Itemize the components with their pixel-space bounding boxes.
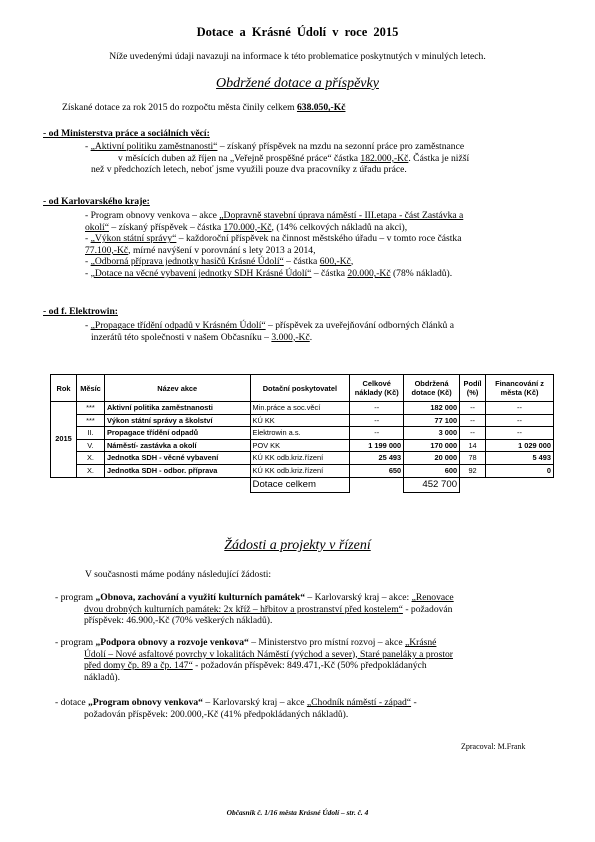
- col-header: Podíl (%): [460, 375, 486, 402]
- col-header: Celkové náklady (Kč): [350, 375, 404, 402]
- kraj-item-2: - „Výkon státní správy“ – každoroční příspěvek na činnost městského úřadu – v tomto roce částka 77.100,-Kč, mírné navýšení v porovnání s lety 2013 a 2014,: [85, 233, 462, 256]
- kraj-item-3: - „Odborná příprava jednotky hasičů Krásné Údolí“ – částka 600,-Kč,: [85, 256, 354, 268]
- section-heading-received: Obdržené dotace a příspěvky: [216, 76, 379, 91]
- col-header: Rok: [51, 375, 77, 402]
- total-label: Dotace celkem: [250, 477, 350, 492]
- col-header: Dotační poskytovatel: [250, 375, 350, 402]
- requests-intro: V současnosti máme podány následující žádosti:: [85, 569, 272, 580]
- page-footer: Občasník č. 1/16 města Krásné Údolí – str. č. 4: [226, 808, 369, 817]
- section-heading-requests: Žádosti a projekty v řízení: [224, 538, 371, 553]
- summary-amount: 638.050,-Kč: [296, 102, 346, 113]
- heading-ministry: - od Ministerstva práce a sociálních věcí:: [43, 128, 210, 139]
- signature-line: Zpracoval: M.Frank: [461, 742, 526, 751]
- table-total-row: [51, 477, 554, 492]
- request-item-3: - dotace „Program obnovy venkova“ – Karlovarský kraj – akce „Chodník náměstí - západ“ - požadován příspěvek: 200.000,-Kč (41% předpokládaných nákladů).: [55, 697, 417, 720]
- grants-table: [50, 374, 554, 493]
- total-value: 452 700: [404, 477, 460, 492]
- table-row: *** Výkon státní správy a školství KÚ KK -- 77 100 -- --: [51, 414, 554, 427]
- table-row: II. Propagace třídění odpadů Elektrowin a.s. -- 3 000 -- --: [51, 427, 554, 440]
- table-row: X. Jednotka SDH - věcné vybavení KÚ KK odb.kriz.řízení 25 493 20 000 78 5 493: [51, 452, 554, 465]
- elektrowin-item: - „Propagace třídění odpadů v Krásném Údolí“ – příspěvek za uveřejňování odborných článků a inzerátů této společnosti v našem Občasníku – 3.000,-Kč.: [85, 320, 454, 343]
- col-header: Financování z města (Kč): [486, 375, 554, 402]
- summary-text: Získané dotace za rok 2015 do rozpočtu města činily celkem 638.050,-Kč: [62, 102, 346, 113]
- year-cell: 2015: [51, 402, 77, 478]
- intro-text: Níže uvedenými údaji navazuji na informace k této problematice poskytnutých v minulých letech.: [109, 51, 486, 62]
- kraj-item-4: - „Dotace na věcné vybavení jednotky SDH Krásné Údolí“ – částka 20.000,-Kč (78% nákladů).: [85, 267, 453, 279]
- col-header: Název akce: [104, 375, 250, 402]
- heading-kraj: - od Karlovarského kraje:: [43, 196, 150, 207]
- page-title: Dotace a Krásné Údolí v roce 2015: [196, 25, 399, 39]
- col-header: Měsíc: [76, 375, 104, 402]
- col-header: Obdržená dotace (Kč): [404, 375, 460, 402]
- kraj-items: [85, 210, 561, 280]
- kraj-item-1: - Program obnovy venkova – akce „Dopravně stavební úprava náměstí - III.etapa - část Zastávka a okolí“ – získaný příspěvek – částka 170.000,-Kč, (14% celkových nákladů na akci),: [85, 210, 464, 233]
- request-item-1: - program „Obnova, zachování a využití kulturních památek“ – Karlovarský kraj – akce: „Renovace dvou drobných kulturních památek: 2x kříž – hřbitov a prostranství před kostelem“ - požadován příspěvek: 46.900,-Kč (70% veškerých nákladů).: [55, 592, 454, 627]
- table-row: 2015 *** Aktivní politika zaměstnanosti Min.práce a soc.věcí -- 182 000 -- --: [51, 402, 554, 415]
- table-row: X. Jednotka SDH - odbor. příprava KÚ KK odb.kriz.řízení 650 600 92 0: [51, 464, 554, 477]
- table-header-row: [51, 375, 554, 402]
- request-item-2: - program „Podpora obnovy a rozvoje venkova“ – Ministerstvo pro místní rozvoj – akce „Krásné Údolí – Nové asfaltové povrchy v lokalitách Náměstí (východ a sever), Staré paneláky a prostor před domy čp. 89 a čp. 147“ - požadován příspěvek: 849.471,-Kč (50% předpokládaných nákladů).: [55, 637, 453, 683]
- table-row: V. Náměstí- zastávka a okolí POV KK 1 199 000 170 000 14 1 029 000: [51, 439, 554, 452]
- heading-elektrowin: - od f. Elektrowin:: [43, 306, 118, 317]
- ministry-item: - „Aktivní politiku zaměstnanosti“ – získaný příspěvek na mzdu na sezonní práce pro zaměstnance v měsících duben až říjen na „Veřejně prospěšné práce“ částka 182.000,-Kč. Částka je nižší než v předchozích letech, neboť jsme využili pouze dva pracovníky z úřadu práce.: [85, 141, 470, 176]
